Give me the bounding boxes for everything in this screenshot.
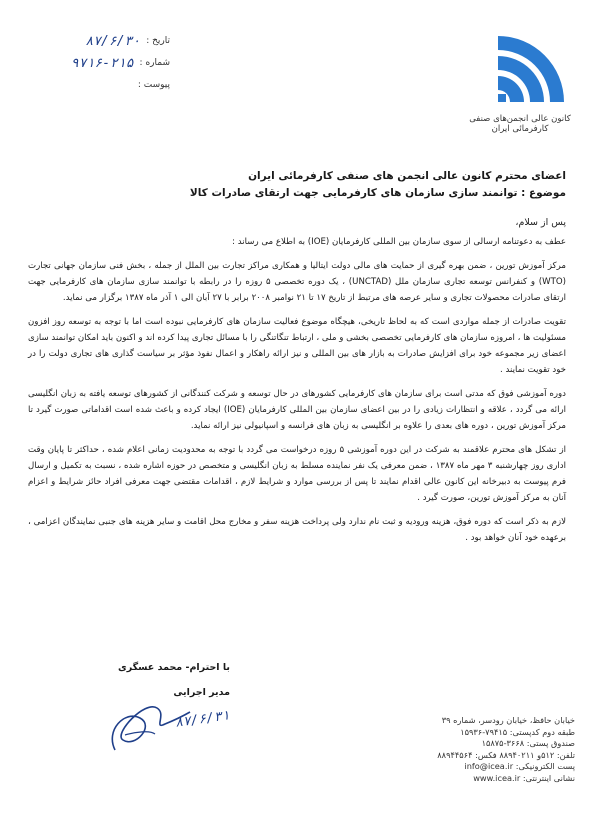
phone-fax: تلفن: ۵۱۲و ۸۸۹۴۰۲۱۱ فکس: ۸۸۹۴۴۵۶۴ <box>437 749 575 760</box>
contact-footer <box>385 715 575 784</box>
paragraph-course: مرکز آموزش تورین ، ضمن بهره گیری از حمایت های مالی دولت ایتالیا و همکاری مراکز تجارت بین الملل از جمله ، بخش فنی سازمان جهانی تجارت (WTO) و کنفرانس توسعه تجاری سازمان ملل (UNCTAD) ، یک دوره تخصصی ۵ روزه را در رابطه با توانمند سازی سازمان های کارفرمایی جهت ارتقای صادرات محصولات تجاری و سایر عرصه های مرتبط از تاریخ ۱۷ تا ۲۱ نوامبر ۲۰۰۸ برابر با ۲۷ آبان الی ۱ آذر ماه ۱۳۸۷ برگزار می نماید. <box>28 261 566 303</box>
paragraph-request: از تشکل های محترم علاقمند به شرکت در این دوره آموزشی ۵ روزه درخواست می گردد با توجه به محدودیت زمانی اعلام شده ، حداکثر تا پایان وقت اداری روز چهارشنبه ۳ مهر ماه ۱۳۸۷ ، ضمن معرفی یک نفر نماینده مسلط به زبان انگلیسی و متخصص در حوزه اشاره شده ، نسبت به تکمیل و ارسال فرم پیوست به دبیرخانه این کانون عالی اقدام نمایند تا پس از بررسی موارد و شرایط لازم ، اقدامات مقتضی جهت معرفی افراد حائز شرایط و اعزام آنان به مرکز آموزش تورین، صورت گیرد . <box>28 445 566 503</box>
po-box: صندوق پستی: ۳۶۶۸-۱۵۸۷۵ <box>481 738 575 748</box>
handwritten-date: ۸۷/۶/۳۱ <box>174 708 231 731</box>
email-row <box>385 761 575 773</box>
date-row <box>20 30 170 52</box>
date-value: ۸۷/۶/۳۰ <box>85 33 141 49</box>
email-label: پست الکترونیکی: <box>515 761 575 771</box>
address: خیابان حافظ، خیابان رودسر، شماره ۳۹ <box>441 715 575 725</box>
organization-name: کانون عالی انجمن‌های صنفی کارفرمائی ایران <box>469 114 571 134</box>
subject: موضوع : توانمند سازی سازمان های کارفرمایی جهت ارتقای صادرات کالا <box>189 187 566 199</box>
number-value: ۹۷۱۶-۲۱۵ <box>70 55 134 71</box>
website-row <box>385 773 575 785</box>
organization-logo-icon <box>490 28 572 110</box>
number-row <box>20 52 170 74</box>
letter-meta <box>20 30 170 96</box>
attachment-row <box>20 74 170 96</box>
website-label: نشانی اینترنتی: <box>522 772 575 783</box>
email-link[interactable]: info@icea.ir <box>464 761 514 771</box>
signature-title: مدیر اجرایی <box>173 687 230 698</box>
paragraph-exports: تقویت صادرات از جمله مواردی است که به لحاظ تاریخی، هیچگاه موضوع فعالیت سازمان های کارفرمایی نبوده است اما با توجه به توسعه روز افزون مسئولیت ها ، امروزه سازمان های کارفرمایی تخصصی بخشی و ملی ، ارتباط تنگاتنگی را با مسائل تجاری پیدا کرده اند و اکنون باید امکان توانمند سازی اعضای زیر مجموعه خود برای افزایش صادرات به بازار های بین المللی و نیز ارائه راهکار و اعمال نفوذ مؤثر بر سیاست گذاری های تجاری دولت را در خود تقویت نمایند . <box>28 317 566 375</box>
paragraph-intro: عطف به دعوتنامه ارسالی از سوی سازمان بین المللی کارفرمایان (IOE) به اطلاع می رساند : <box>232 237 566 247</box>
date-label: تاریخ : <box>146 36 170 46</box>
paragraph-languages: دوره آموزشی فوق که مدتی است برای سازمان های کارفرمایی کشورهای در حال توسعه و شرکت کنندگانی از کشورهای توسعه یافته به زبان انگلیسی ارائه می گردد ، علاقه و انتظارات زیادی را در بین اعضای سازمان بین المللی کارفرمایان (IOE) ایجاد کرده و باعث شده است اقداماتی صورت گیرد تا مرکز آموزش تورین ، دوره های بعدی را علاوه بر انگلیسی به زبان های فرانسه و اسپانیولی نیز ارائه نماید. <box>28 389 567 431</box>
paragraph-costs: لازم به ذکر است که دوره فوق، هزینه ورودیه و ثبت نام ندارد ولی پرداخت هزینه سفر و مخارج محل اقامت و سایر هزینه های جنبی نمایندگان اعزامی ، برعهده خود آنان خواهد بود . <box>28 517 566 543</box>
number-label: شماره : <box>139 58 170 68</box>
greeting: پس از سلام، <box>515 217 566 228</box>
signature-closing: با احترام- محمد عسگری <box>118 662 230 673</box>
attachment-label: پیوست : <box>137 80 170 90</box>
recipient: اعضای محترم کانون عالی انجمن های صنفی کارفرمائی ایران <box>248 170 566 182</box>
letter-body <box>28 170 566 554</box>
website-link[interactable]: www.icea.ir <box>473 772 521 783</box>
floor-postal-code: طبقه دوم کدپستی: ۷۹۴۱۵-۱۵۹۳۶ <box>460 726 575 737</box>
